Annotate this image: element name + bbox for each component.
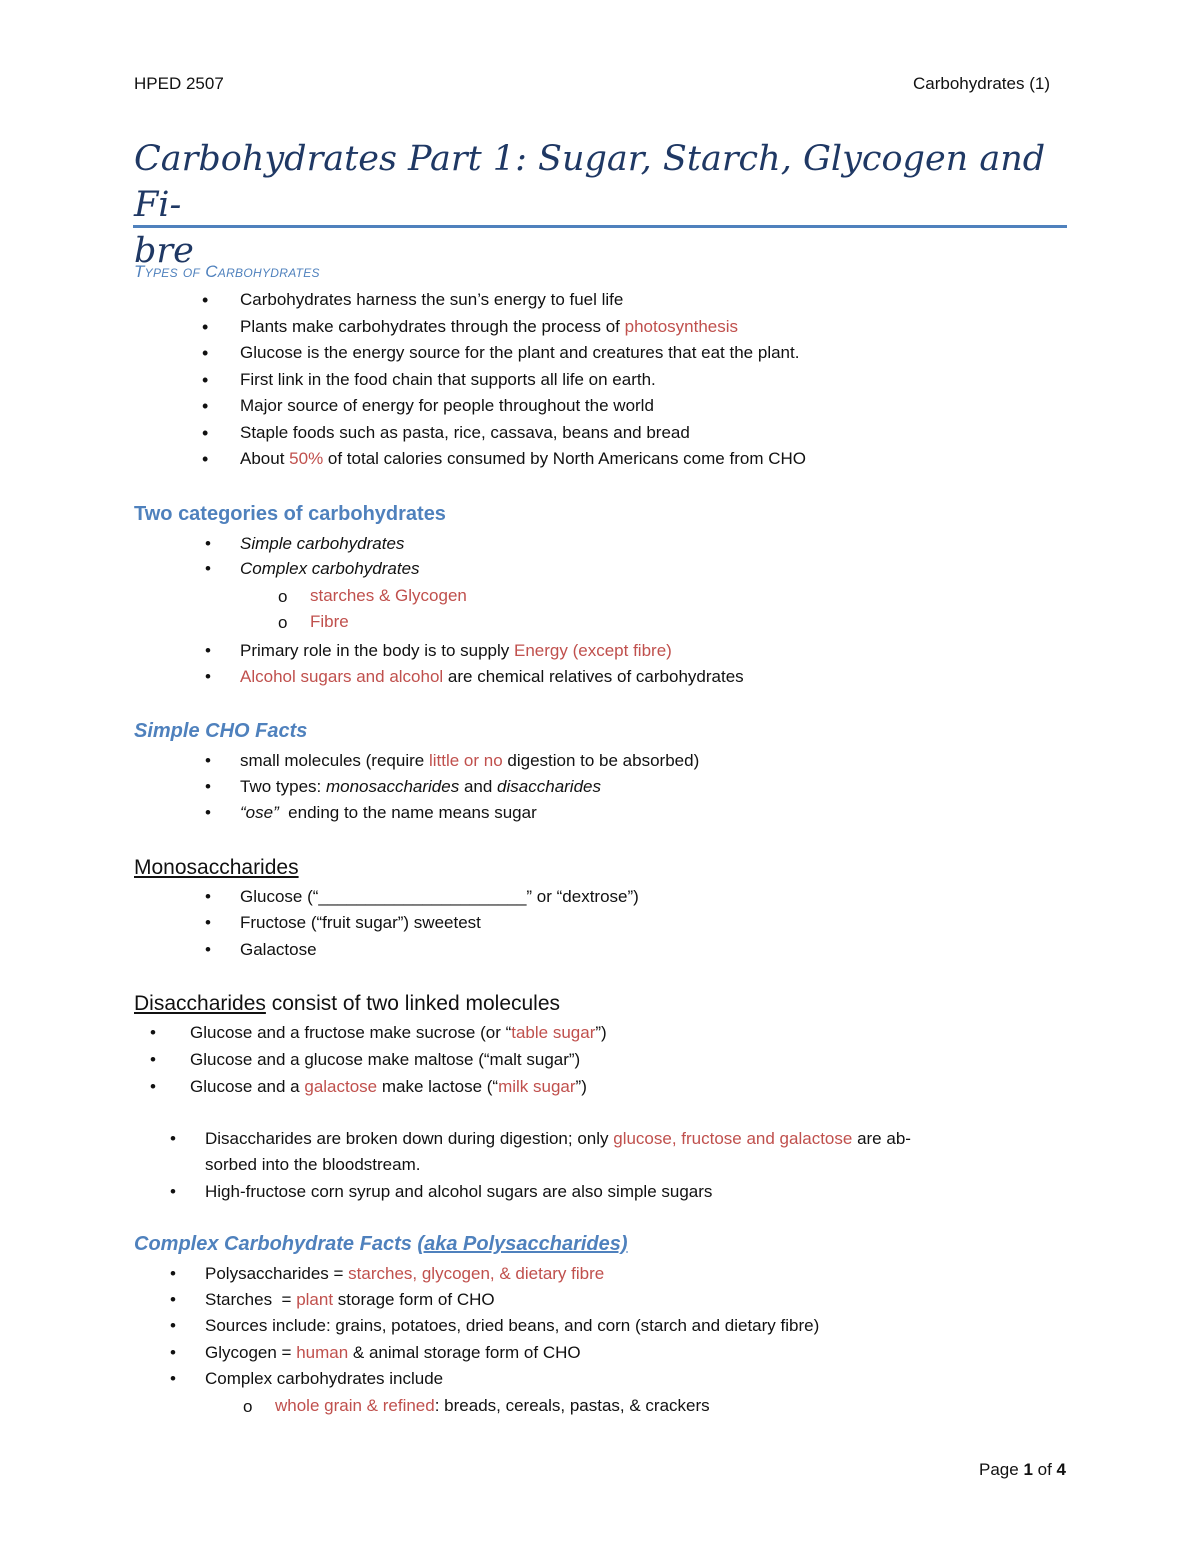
- di-bullet-sucrose: Glucose and a fructose make sucrose (or “table sugar”): [190, 1023, 607, 1042]
- title-divider: [133, 225, 1067, 228]
- sub-bullet: o: [278, 587, 288, 606]
- emphasis-galactose: galactose: [304, 1077, 378, 1096]
- categories-sub-starches: starches & Glycogen: [310, 586, 467, 605]
- emphasis-photosynthesis: photosynthesis: [624, 317, 739, 336]
- complex-bullet-2: Starches = plant storage form of CHO: [205, 1290, 495, 1309]
- di-bullet-hfcs: High-fructose corn syrup and alcohol sugars are also simple sugars: [205, 1182, 713, 1201]
- simple-bullet-2: Two types: monosaccharides and disaccharides: [240, 777, 601, 796]
- bullet: •: [205, 534, 211, 553]
- types-heading: Types of Carbohydrates: [134, 262, 320, 281]
- bullet: •: [170, 1369, 176, 1388]
- types-bullet-4: First link in the food chain that supports all life on earth.: [240, 370, 656, 389]
- bullet: •: [202, 370, 209, 390]
- mono-bullet-galactose: Galactose: [240, 940, 317, 959]
- bullet: •: [202, 343, 209, 363]
- bullet: •: [150, 1023, 156, 1042]
- emphasis-absorbed-sugars: glucose, fructose and galactose: [613, 1129, 853, 1148]
- mono-bullet-glucose: Glucose (“______________________” or “dextrose”): [240, 887, 639, 906]
- categories-heading: Two categories of carbohydrates: [134, 503, 446, 525]
- bullet: •: [202, 423, 209, 443]
- mono-bullet-fructose: Fructose (“fruit sugar”) sweetest: [240, 913, 481, 932]
- bullet: •: [205, 751, 211, 770]
- emphasis-table-sugar: table sugar: [511, 1023, 596, 1042]
- types-bullet-1: Carbohydrates harness the sun’s energy to fuel life: [240, 290, 624, 309]
- title-line-2: bre: [134, 231, 194, 271]
- types-bullet-3: Glucose is the energy source for the plant and creatures that eat the plant.: [240, 343, 800, 362]
- emphasis-milk-sugar: milk sugar: [498, 1077, 576, 1096]
- sub-bullet: o: [243, 1397, 253, 1416]
- document-title: [134, 136, 1054, 274]
- simple-bullet-3: “ose” ending to the name means sugar: [240, 803, 537, 822]
- bullet: •: [202, 449, 209, 469]
- bullet: •: [170, 1182, 176, 1201]
- header-course-code: HPED 2507: [134, 74, 224, 93]
- types-bullet-7: About 50% of total calories consumed by North Americans come from CHO: [240, 449, 806, 468]
- complex-bullet-3: Sources include: grains, potatoes, dried beans, and corn (starch and dietary fibre): [205, 1316, 820, 1335]
- types-bullet-6: Staple foods such as pasta, rice, cassava, beans and bread: [240, 423, 690, 442]
- simple-facts-heading: Simple CHO Facts: [134, 720, 308, 742]
- bullet: •: [202, 317, 209, 337]
- di-bullet-lactose: Glucose and a galactose make lactose (“milk sugar”): [190, 1077, 587, 1096]
- bullet: •: [205, 777, 211, 796]
- bullet: •: [205, 641, 211, 660]
- bullet: •: [170, 1264, 176, 1283]
- simple-bullet-1: small molecules (require little or no digestion to be absorbed): [240, 751, 700, 770]
- bullet: •: [205, 913, 211, 932]
- di-bullet-digestion-cont: sorbed into the bloodstream.: [205, 1155, 421, 1174]
- emphasis-energy: Energy (except fibre): [514, 641, 672, 660]
- complex-sub-grains: whole grain & refined: breads, cereals, pastas, & crackers: [275, 1396, 710, 1415]
- categories-sub-fibre: Fibre: [310, 612, 349, 631]
- complex-bullet-4: Glycogen = human & animal storage form of CHO: [205, 1343, 581, 1362]
- types-bullet-2: Plants make carbohydrates through the process of photosynthesis: [240, 317, 739, 336]
- title-line-1: Carbohydrates Part 1: Sugar, Starch, Glycogen and Fi-: [134, 139, 1046, 225]
- types-bullet-5: Major source of energy for people throughout the world: [240, 396, 654, 415]
- bullet: •: [170, 1343, 176, 1362]
- categories-bullet-complex: Complex carbohydrates: [240, 559, 420, 578]
- emphasis-little-or-no: little or no: [428, 751, 503, 770]
- bullet: •: [170, 1316, 176, 1335]
- complex-bullet-1: Polysaccharides = starches, glycogen, & dietary fibre: [205, 1264, 605, 1283]
- bullet: •: [202, 396, 209, 416]
- complex-facts-heading: Complex Carbohydrate Facts (aka Polysaccharides): [134, 1233, 628, 1255]
- bullet: •: [150, 1077, 156, 1096]
- bullet: •: [202, 290, 209, 310]
- emphasis-alcohol-sugars: Alcohol sugars and alcohol: [240, 667, 444, 686]
- bullet: •: [205, 887, 211, 906]
- bullet: •: [205, 559, 211, 578]
- categories-bullet-simple: Simple carbohydrates: [240, 534, 405, 553]
- categories-bullet-role: Primary role in the body is to supply Energy (except fibre): [240, 641, 672, 660]
- emphasis-50-percent: 50%: [289, 449, 324, 468]
- complex-bullet-5: Complex carbohydrates include: [205, 1369, 444, 1388]
- emphasis-human: human: [296, 1343, 349, 1362]
- emphasis-plant: plant: [296, 1290, 334, 1309]
- emphasis-whole-grain: whole grain & refined: [275, 1396, 435, 1415]
- di-bullet-digestion: Disaccharides are broken down during digestion; only glucose, fructose and galactose are ab-: [205, 1129, 911, 1148]
- mono-heading: Monosaccharides: [134, 856, 299, 879]
- sub-bullet: o: [278, 613, 288, 632]
- bullet: •: [205, 803, 211, 822]
- bullet: •: [170, 1290, 176, 1309]
- emphasis-polysaccharides: starches, glycogen, & dietary fibre: [348, 1264, 605, 1283]
- bullet: •: [205, 667, 211, 686]
- bullet: •: [205, 940, 211, 959]
- header-topic: Carbohydrates (1): [912, 74, 1050, 93]
- di-bullet-maltose: Glucose and a glucose make maltose (“malt sugar”): [190, 1050, 581, 1069]
- page-number: Page 1 of 4: [979, 1460, 1066, 1479]
- bullet: •: [170, 1129, 176, 1148]
- categories-bullet-alcohol: Alcohol sugars and alcohol are chemical relatives of carbohydrates: [240, 667, 744, 686]
- di-heading: Disaccharides consist of two linked molecules: [134, 992, 561, 1015]
- bullet: •: [150, 1050, 156, 1069]
